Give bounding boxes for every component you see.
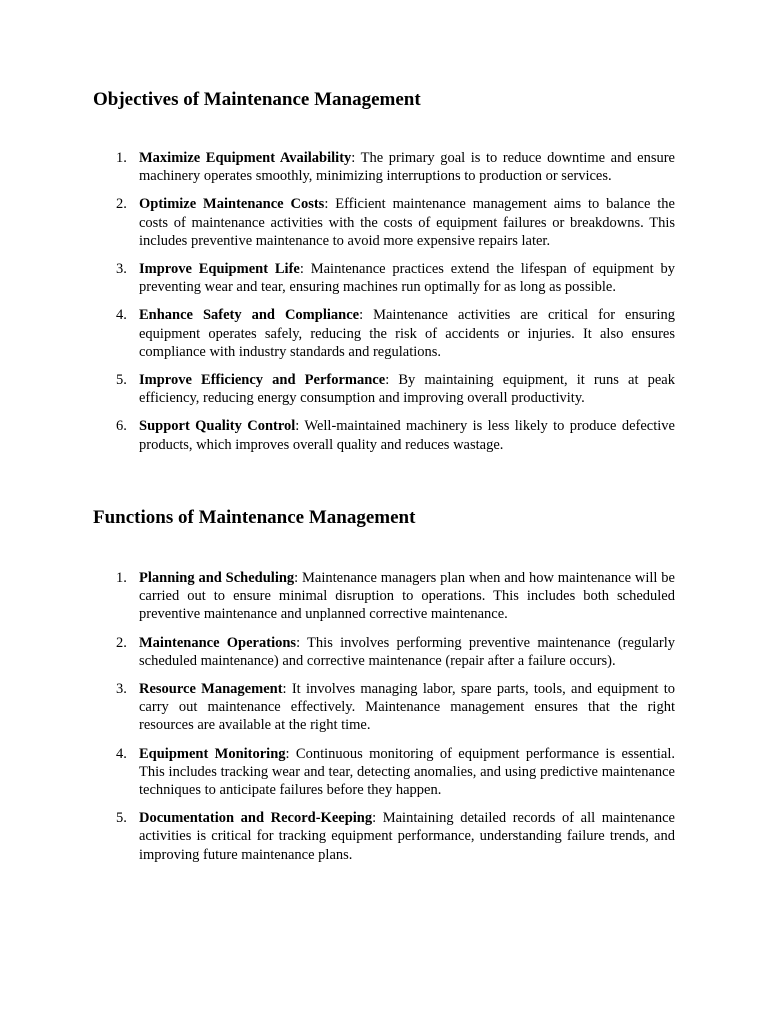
item-text: : It involves managing labor, spare parts, tools, and equipment to carry out maintenance effectively. Maintenance management ensures that the right resources are available at the right time. — [139, 681, 675, 734]
item-text: : Maintenance activities are critical for ensuring equipment operates safely, reducing the risk of accidents or injuries. It also ensures compliance with industry standards and regulations. — [139, 307, 675, 360]
item-term: Resource Management — [139, 681, 283, 698]
item-term: Support Quality Control — [139, 418, 296, 435]
item-text: : The primary goal is to reduce downtime and ensure machinery operates smoothly, minimizing interruptions to production or services. — [139, 150, 675, 185]
item-text: : Efficient maintenance management aims to balance the costs of maintenance activities with the costs of equipment failures or breakdowns. This includes preventive maintenance to avoid more expensive repairs later. — [139, 196, 675, 249]
list-item — [0, 680, 768, 735]
item-term: Improve Efficiency and Performance — [139, 372, 386, 389]
item-text: : This involves performing preventive maintenance (regularly scheduled maintenance) and corrective maintenance (repair after a failure occurs). — [139, 634, 675, 669]
item-number: 5. — [116, 372, 127, 389]
item-body — [139, 260, 675, 296]
item-body — [139, 149, 675, 185]
item-number: 5. — [116, 810, 127, 827]
list-item — [0, 417, 768, 453]
item-term: Improve Equipment Life — [139, 261, 300, 278]
item-number: 4. — [116, 307, 127, 324]
item-number: 6. — [116, 418, 127, 435]
item-body — [139, 306, 675, 361]
list-item — [0, 809, 768, 864]
objectives-list — [0, 149, 768, 464]
item-term: Enhance Safety and Compliance — [139, 307, 360, 324]
item-body — [139, 634, 675, 670]
item-text: : By maintaining equipment, it runs at peak efficiency, reducing energy consumption and improving overall productivity. — [139, 372, 675, 407]
list-item — [0, 260, 768, 296]
item-text: : Well-maintained machinery is less likely to produce defective products, which improves overall quality and reduces wastage. — [139, 418, 675, 453]
item-body — [139, 745, 675, 800]
item-term: Equipment Monitoring — [139, 745, 286, 762]
item-term: Optimize Maintenance Costs — [139, 196, 325, 213]
item-number: 1. — [116, 150, 127, 166]
list-item — [0, 195, 768, 250]
item-text: : Maintenance practices extend the lifespan of equipment by preventing wear and tear, ensuring machines run optimally for as long as possible. — [139, 261, 675, 296]
item-term: Maximize Equipment Availability — [139, 150, 352, 166]
item-number: 2. — [116, 634, 127, 651]
item-term: Planning and Scheduling — [139, 570, 295, 586]
list-item — [0, 634, 768, 670]
list-item — [0, 149, 768, 185]
item-body — [139, 809, 675, 864]
item-number: 3. — [116, 681, 127, 698]
item-text: : Maintaining detailed records of all maintenance activities is critical for tracking equipment performance, understanding failure trends, and improving future maintenance plans. — [139, 810, 675, 863]
list-item — [0, 306, 768, 361]
item-number: 4. — [116, 745, 127, 762]
item-term: Maintenance Operations — [139, 634, 297, 651]
item-number: 2. — [116, 196, 127, 213]
item-body — [139, 195, 675, 250]
item-body — [139, 569, 675, 624]
item-number: 1. — [116, 570, 127, 586]
list-item — [0, 569, 768, 624]
list-item — [0, 371, 768, 407]
functions-list — [0, 569, 768, 874]
section-heading-functions: Functions of Maintenance Management — [93, 507, 416, 528]
item-text: : Continuous monitoring of equipment performance is essential. This includes tracking wear and tear, detecting anomalies, and using predictive maintenance techniques to anticipate failures before they happen. — [139, 745, 675, 799]
section-heading-objectives: Objectives of Maintenance Management — [93, 89, 421, 110]
item-body — [139, 680, 675, 735]
item-body — [139, 371, 675, 407]
item-text: : Maintenance managers plan when and how maintenance will be carried out to ensure minimal disruption to operations. This includes both scheduled preventive maintenance and unplanned corrective maintenance. — [139, 570, 675, 623]
item-number: 3. — [116, 261, 127, 278]
item-body — [139, 417, 675, 453]
item-term: Documentation and Record-Keeping — [139, 810, 373, 827]
list-item — [0, 745, 768, 800]
